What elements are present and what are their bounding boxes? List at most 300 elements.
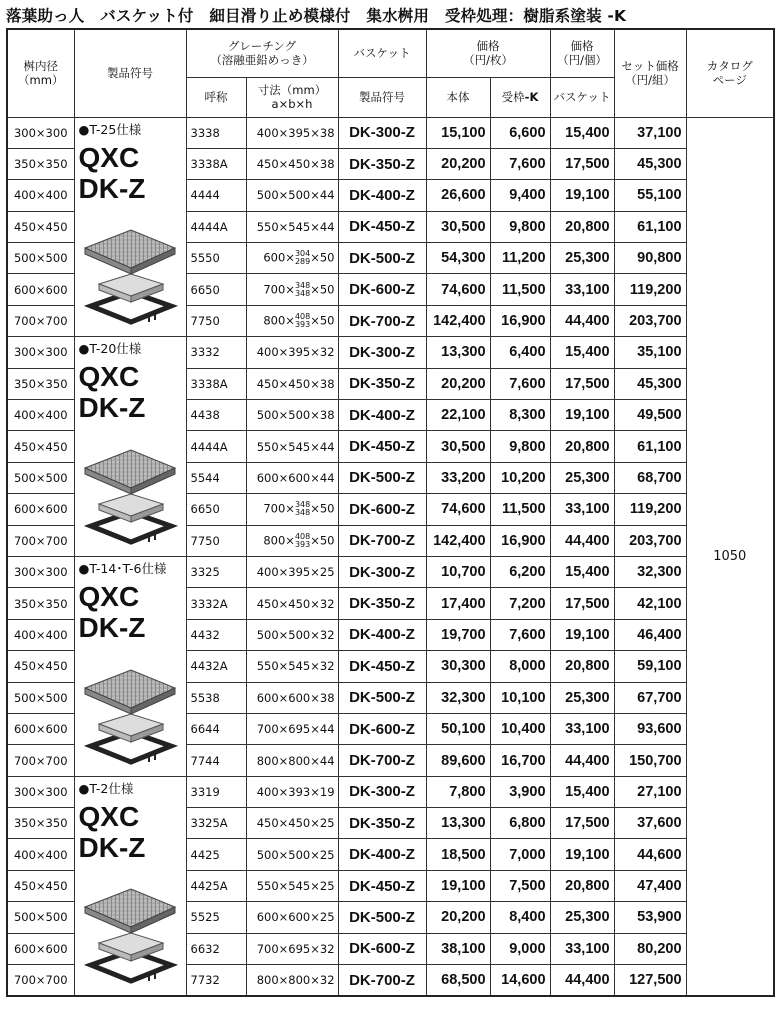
nominal-cell: 3338A — [186, 148, 246, 179]
product-series-qxc: QXC — [78, 580, 140, 612]
dimension-cell: 600×600×44 — [246, 462, 338, 493]
dimension-cell — [246, 494, 338, 525]
dimension-cell: 400×395×38 — [246, 117, 338, 148]
dimension-cell — [246, 525, 338, 556]
inner-size-cell: 400×400 — [7, 400, 74, 431]
dimension-b-fraction — [295, 533, 310, 549]
header-body: 本体 — [426, 77, 490, 117]
set-price-cell: 119,200 — [614, 274, 686, 305]
header-inner-size-unit: （mm） — [18, 73, 64, 88]
basket-code-cell: DK-500-Z — [338, 682, 426, 713]
set-price-cell: 49,500 — [614, 400, 686, 431]
header-price-sheet-unit: （円/枚） — [463, 53, 513, 68]
dimension-b-bottom: 348 — [294, 288, 311, 298]
nominal-cell: 3332 — [186, 337, 246, 368]
header-basket-price: バスケット — [550, 77, 614, 117]
dimension-h: ×50 — [310, 282, 335, 297]
dimension-cell: 500×500×32 — [246, 619, 338, 650]
product-series-dkz: DK-Z — [78, 392, 146, 424]
nominal-cell: 7750 — [186, 305, 246, 336]
product-series-qxc: QXC — [78, 361, 140, 393]
body-price-cell: 15,100 — [426, 117, 490, 148]
dimension-cell: 800×800×32 — [246, 965, 338, 996]
nominal-cell: 4438 — [186, 400, 246, 431]
dimension-b-top: 348 — [294, 280, 311, 290]
inner-size-cell: 700×700 — [7, 965, 74, 996]
inner-size-cell: 700×700 — [7, 525, 74, 556]
header-frame-label: 受枠 — [501, 90, 525, 104]
frame-price-cell: 16,700 — [490, 745, 550, 776]
body-price-cell: 30,500 — [426, 431, 490, 462]
body-price-cell: 7,800 — [426, 776, 490, 807]
body-price-cell: 30,300 — [426, 651, 490, 682]
frame-price-cell: 9,800 — [490, 431, 550, 462]
body-price-cell: 142,400 — [426, 525, 490, 556]
body-price-cell: 30,500 — [426, 211, 490, 242]
basket-code-cell: DK-700-Z — [338, 965, 426, 996]
set-price-cell: 45,300 — [614, 368, 686, 399]
dimension-b-fraction — [295, 501, 310, 517]
header-inner-size-label: 桝内径 — [23, 59, 58, 74]
header-set-price-label: セット価格 — [621, 59, 679, 74]
inner-size-cell: 300×300 — [7, 117, 74, 148]
inner-size-cell: 350×350 — [7, 148, 74, 179]
dimension-cell: 500×500×38 — [246, 400, 338, 431]
dimension-cell: 550×545×44 — [246, 431, 338, 462]
frame-price-cell: 6,600 — [490, 117, 550, 148]
set-price-cell: 61,100 — [614, 211, 686, 242]
nominal-cell: 6650 — [186, 274, 246, 305]
set-price-cell: 46,400 — [614, 619, 686, 650]
body-price-cell: 20,200 — [426, 902, 490, 933]
header-price-piece-label: 価格 — [570, 39, 594, 54]
dimension-cell: 500×500×44 — [246, 180, 338, 211]
set-price-cell: 45,300 — [614, 148, 686, 179]
set-price-cell: 42,100 — [614, 588, 686, 619]
basket-price-cell: 15,400 — [550, 776, 614, 807]
dimension-cell: 450×450×38 — [246, 148, 338, 179]
inner-size-cell: 400×400 — [7, 619, 74, 650]
grating-basket-illustration — [79, 222, 179, 334]
basket-code-cell: DK-400-Z — [338, 180, 426, 211]
basket-code-cell: DK-500-Z — [338, 243, 426, 274]
basket-code-cell: DK-450-Z — [338, 870, 426, 901]
basket-price-cell: 17,500 — [550, 588, 614, 619]
header-frame — [490, 77, 550, 117]
product-series-dkz: DK-Z — [78, 611, 146, 643]
nominal-cell: 3319 — [186, 776, 246, 807]
basket-price-cell: 25,300 — [550, 462, 614, 493]
frame-price-cell: 16,900 — [490, 305, 550, 336]
dimension-cell: 450×450×32 — [246, 588, 338, 619]
set-price-cell: 68,700 — [614, 462, 686, 493]
inner-size-cell: 600×600 — [7, 933, 74, 964]
basket-code-cell: DK-350-Z — [338, 588, 426, 619]
header-price-piece-unit: （円/個） — [557, 53, 607, 68]
frame-price-cell: 11,200 — [490, 243, 550, 274]
basket-code-cell: DK-300-Z — [338, 117, 426, 148]
table-row — [7, 556, 774, 587]
spec-label: ●T-2仕様 — [78, 780, 134, 796]
grating-basket-illustration — [79, 442, 179, 554]
basket-price-cell: 33,100 — [550, 713, 614, 744]
nominal-cell: 3332A — [186, 588, 246, 619]
nominal-cell: 4444 — [186, 180, 246, 211]
frame-price-cell: 7,600 — [490, 148, 550, 179]
dimension-a: 800× — [263, 313, 295, 328]
dimension-b-top: 348 — [294, 500, 311, 510]
basket-price-cell: 17,500 — [550, 148, 614, 179]
basket-price-cell: 19,100 — [550, 180, 614, 211]
inner-size-cell: 700×700 — [7, 305, 74, 336]
basket-code-cell: DK-300-Z — [338, 776, 426, 807]
set-price-cell: 59,100 — [614, 651, 686, 682]
frame-price-cell: 7,500 — [490, 870, 550, 901]
body-price-cell: 74,600 — [426, 494, 490, 525]
set-price-cell: 90,800 — [614, 243, 686, 274]
basket-code-cell: DK-300-Z — [338, 556, 426, 587]
nominal-cell: 3325A — [186, 808, 246, 839]
nominal-cell: 6650 — [186, 494, 246, 525]
basket-code-cell: DK-450-Z — [338, 431, 426, 462]
set-price-cell: 37,600 — [614, 808, 686, 839]
basket-price-cell: 25,300 — [550, 902, 614, 933]
nominal-cell: 7744 — [186, 745, 246, 776]
product-series-qxc: QXC — [78, 141, 140, 173]
basket-code-cell: DK-400-Z — [338, 619, 426, 650]
basket-price-cell: 33,100 — [550, 494, 614, 525]
header-dimension — [246, 77, 338, 117]
product-code-cell — [74, 337, 186, 557]
dimension-cell — [246, 274, 338, 305]
body-price-cell: 54,300 — [426, 243, 490, 274]
basket-code-cell: DK-350-Z — [338, 148, 426, 179]
inner-size-cell: 350×350 — [7, 368, 74, 399]
header-basket: バスケット — [338, 29, 426, 77]
set-price-cell: 61,100 — [614, 431, 686, 462]
spec-label: ●T-20仕様 — [78, 341, 142, 357]
nominal-cell: 6644 — [186, 713, 246, 744]
body-price-cell: 22,100 — [426, 400, 490, 431]
basket-code-cell: DK-300-Z — [338, 337, 426, 368]
dimension-cell: 400×393×19 — [246, 776, 338, 807]
frame-price-cell: 11,500 — [490, 274, 550, 305]
set-price-cell: 127,500 — [614, 965, 686, 996]
body-price-cell: 19,100 — [426, 870, 490, 901]
basket-code-cell: DK-500-Z — [338, 902, 426, 933]
dimension-h: ×50 — [310, 250, 335, 265]
header-set-price — [614, 29, 686, 117]
basket-price-cell: 25,300 — [550, 682, 614, 713]
header-price-piece — [550, 29, 614, 77]
basket-price-cell: 17,500 — [550, 368, 614, 399]
basket-price-cell: 20,800 — [550, 651, 614, 682]
body-price-cell: 68,500 — [426, 965, 490, 996]
grating-basket-illustration — [79, 662, 179, 774]
nominal-cell: 6632 — [186, 933, 246, 964]
catalog-page-cell: 1050 — [686, 117, 774, 996]
header-inner-size — [7, 29, 74, 117]
inner-size-cell: 600×600 — [7, 713, 74, 744]
dimension-b-fraction — [295, 282, 310, 298]
product-code-cell — [74, 556, 186, 776]
dimension-cell: 550×545×32 — [246, 651, 338, 682]
dimension-cell: 500×500×25 — [246, 839, 338, 870]
basket-code-cell: DK-600-Z — [338, 713, 426, 744]
nominal-cell: 3338A — [186, 368, 246, 399]
basket-code-cell: DK-600-Z — [338, 494, 426, 525]
frame-price-cell: 7,600 — [490, 368, 550, 399]
set-price-cell: 80,200 — [614, 933, 686, 964]
table-body — [7, 117, 774, 996]
nominal-cell: 4432 — [186, 619, 246, 650]
header-catalog-page: ページ — [712, 73, 747, 88]
inner-size-cell: 600×600 — [7, 274, 74, 305]
nominal-cell: 4432A — [186, 651, 246, 682]
basket-code-cell: DK-350-Z — [338, 808, 426, 839]
basket-price-cell: 17,500 — [550, 808, 614, 839]
spec-label: ●T-25仕様 — [78, 121, 142, 137]
set-price-cell: 44,600 — [614, 839, 686, 870]
inner-size-cell: 500×500 — [7, 902, 74, 933]
nominal-cell: 5525 — [186, 902, 246, 933]
frame-price-cell: 8,400 — [490, 902, 550, 933]
basket-price-cell: 15,400 — [550, 117, 614, 148]
basket-code-cell: DK-350-Z — [338, 368, 426, 399]
dimension-a: 700× — [263, 501, 295, 516]
set-price-cell: 67,700 — [614, 682, 686, 713]
dimension-cell: 400×395×25 — [246, 556, 338, 587]
dimension-cell: 450×450×38 — [246, 368, 338, 399]
basket-code-cell: DK-450-Z — [338, 211, 426, 242]
basket-price-cell: 44,400 — [550, 305, 614, 336]
basket-code-cell: DK-700-Z — [338, 745, 426, 776]
dimension-b-fraction — [295, 250, 310, 266]
basket-price-cell: 25,300 — [550, 243, 614, 274]
dimension-cell: 700×695×32 — [246, 933, 338, 964]
set-price-cell: 35,100 — [614, 337, 686, 368]
inner-size-cell: 300×300 — [7, 556, 74, 587]
body-price-cell: 13,300 — [426, 808, 490, 839]
body-price-cell: 50,100 — [426, 713, 490, 744]
header-set-price-unit: （円/組） — [625, 73, 675, 88]
product-code-cell — [74, 117, 186, 337]
nominal-cell: 4425 — [186, 839, 246, 870]
frame-price-cell: 10,200 — [490, 462, 550, 493]
dimension-b-top: 408 — [294, 312, 311, 322]
header-catalog-label: カタログ — [706, 59, 753, 74]
nominal-cell: 5538 — [186, 682, 246, 713]
inner-size-cell: 350×350 — [7, 808, 74, 839]
product-series-dkz: DK-Z — [78, 172, 146, 204]
basket-price-cell: 44,400 — [550, 745, 614, 776]
frame-price-cell: 16,900 — [490, 525, 550, 556]
header-price-sheet — [426, 29, 550, 77]
body-price-cell: 142,400 — [426, 305, 490, 336]
frame-price-cell: 3,900 — [490, 776, 550, 807]
set-price-cell: 32,300 — [614, 556, 686, 587]
header-nominal: 呼称 — [186, 77, 246, 117]
frame-price-cell: 9,800 — [490, 211, 550, 242]
dimension-cell: 400×395×32 — [246, 337, 338, 368]
dimension-b-bottom: 289 — [294, 257, 311, 267]
set-price-cell: 203,700 — [614, 305, 686, 336]
basket-price-cell: 20,800 — [550, 211, 614, 242]
basket-code-cell: DK-450-Z — [338, 651, 426, 682]
inner-size-cell: 300×300 — [7, 337, 74, 368]
frame-price-cell: 10,400 — [490, 713, 550, 744]
basket-code-cell: DK-700-Z — [338, 305, 426, 336]
spec-label: ●T-14･T-6仕様 — [78, 560, 167, 576]
frame-price-cell: 7,600 — [490, 619, 550, 650]
body-price-cell: 74,600 — [426, 274, 490, 305]
frame-price-cell: 7,000 — [490, 839, 550, 870]
body-price-cell: 10,700 — [426, 556, 490, 587]
frame-price-cell: 6,800 — [490, 808, 550, 839]
body-price-cell: 17,400 — [426, 588, 490, 619]
header-basket-code: 製品符号 — [338, 77, 426, 117]
dimension-a: 700× — [263, 282, 295, 297]
price-table-container — [6, 28, 773, 997]
body-price-cell: 19,700 — [426, 619, 490, 650]
header-grating — [186, 29, 338, 77]
set-price-cell: 55,100 — [614, 180, 686, 211]
price-table — [6, 28, 775, 997]
set-price-cell: 27,100 — [614, 776, 686, 807]
set-price-cell: 37,100 — [614, 117, 686, 148]
basket-price-cell: 44,400 — [550, 965, 614, 996]
nominal-cell: 3325 — [186, 556, 246, 587]
header-dimension-label: 寸法（mm） — [257, 83, 327, 97]
product-series-qxc: QXC — [78, 800, 140, 832]
inner-size-cell: 400×400 — [7, 839, 74, 870]
basket-code-cell: DK-400-Z — [338, 839, 426, 870]
nominal-cell: 7732 — [186, 965, 246, 996]
frame-price-cell: 11,500 — [490, 494, 550, 525]
dimension-b-bottom: 348 — [294, 508, 311, 518]
frame-price-cell: 6,400 — [490, 337, 550, 368]
dimension-a: 800× — [263, 533, 295, 548]
frame-price-cell: 14,600 — [490, 965, 550, 996]
dimension-h: ×50 — [310, 501, 335, 516]
dimension-h: ×50 — [310, 313, 335, 328]
body-price-cell: 13,300 — [426, 337, 490, 368]
basket-code-cell: DK-700-Z — [338, 525, 426, 556]
header-frame-k: -K — [524, 90, 539, 104]
dimension-cell: 700×695×44 — [246, 713, 338, 744]
basket-price-cell: 20,800 — [550, 431, 614, 462]
dimension-cell: 550×545×25 — [246, 870, 338, 901]
nominal-cell: 7750 — [186, 525, 246, 556]
dimension-b-top: 304 — [294, 249, 311, 259]
body-price-cell: 20,200 — [426, 148, 490, 179]
basket-code-cell: DK-600-Z — [338, 933, 426, 964]
inner-size-cell: 600×600 — [7, 494, 74, 525]
inner-size-cell: 350×350 — [7, 588, 74, 619]
header-price-sheet-label: 価格 — [476, 39, 500, 54]
basket-price-cell: 20,800 — [550, 870, 614, 901]
dimension-cell: 450×450×25 — [246, 808, 338, 839]
inner-size-cell: 400×400 — [7, 180, 74, 211]
frame-price-cell: 8,000 — [490, 651, 550, 682]
nominal-cell: 3338 — [186, 117, 246, 148]
basket-price-cell: 19,100 — [550, 400, 614, 431]
body-price-cell: 89,600 — [426, 745, 490, 776]
dimension-h: ×50 — [310, 533, 335, 548]
frame-price-cell: 6,200 — [490, 556, 550, 587]
dimension-b-fraction — [295, 313, 310, 329]
dimension-cell — [246, 305, 338, 336]
inner-size-cell: 450×450 — [7, 651, 74, 682]
dimension-cell: 800×800×44 — [246, 745, 338, 776]
basket-price-cell: 15,400 — [550, 556, 614, 587]
set-price-cell: 119,200 — [614, 494, 686, 525]
inner-size-cell: 450×450 — [7, 870, 74, 901]
dimension-cell — [246, 243, 338, 274]
dimension-cell: 600×600×25 — [246, 902, 338, 933]
nominal-cell: 4425A — [186, 870, 246, 901]
inner-size-cell: 500×500 — [7, 682, 74, 713]
dimension-a: 600× — [263, 250, 295, 265]
inner-size-cell: 300×300 — [7, 776, 74, 807]
basket-price-cell: 33,100 — [550, 274, 614, 305]
header-product-code: 製品符号 — [74, 29, 186, 117]
basket-code-cell: DK-400-Z — [338, 400, 426, 431]
body-price-cell: 32,300 — [426, 682, 490, 713]
body-price-cell: 33,200 — [426, 462, 490, 493]
inner-size-cell: 450×450 — [7, 431, 74, 462]
basket-price-cell: 19,100 — [550, 839, 614, 870]
table-row — [7, 117, 774, 148]
table-row — [7, 776, 774, 807]
set-price-cell: 93,600 — [614, 713, 686, 744]
product-series-dkz: DK-Z — [78, 831, 146, 863]
body-price-cell: 38,100 — [426, 933, 490, 964]
inner-size-cell: 500×500 — [7, 243, 74, 274]
inner-size-cell: 700×700 — [7, 745, 74, 776]
dimension-b-bottom: 393 — [294, 320, 311, 330]
basket-price-cell: 33,100 — [550, 933, 614, 964]
basket-code-cell: DK-600-Z — [338, 274, 426, 305]
body-price-cell: 18,500 — [426, 839, 490, 870]
frame-price-cell: 10,100 — [490, 682, 550, 713]
nominal-cell: 4444A — [186, 431, 246, 462]
basket-price-cell: 44,400 — [550, 525, 614, 556]
page-title: 落葉助っ人 バスケット付 細目滑り止め模様付 集水桝用 受枠処理：樹脂系塗装 -K — [6, 7, 627, 25]
frame-price-cell: 9,400 — [490, 180, 550, 211]
frame-price-cell: 7,200 — [490, 588, 550, 619]
frame-price-cell: 9,000 — [490, 933, 550, 964]
basket-price-cell: 15,400 — [550, 337, 614, 368]
header-catalog — [686, 29, 774, 117]
set-price-cell: 203,700 — [614, 525, 686, 556]
body-price-cell: 20,200 — [426, 368, 490, 399]
nominal-cell: 4444A — [186, 211, 246, 242]
inner-size-cell: 500×500 — [7, 462, 74, 493]
dimension-b-bottom: 393 — [294, 539, 311, 549]
set-price-cell: 150,700 — [614, 745, 686, 776]
dimension-cell: 600×600×38 — [246, 682, 338, 713]
basket-code-cell: DK-500-Z — [338, 462, 426, 493]
dimension-cell: 550×545×44 — [246, 211, 338, 242]
header-grating-sub: （溶融亜鉛めっき） — [210, 53, 314, 68]
table-row — [7, 337, 774, 368]
grating-basket-illustration — [79, 881, 179, 993]
basket-price-cell: 19,100 — [550, 619, 614, 650]
body-price-cell: 26,600 — [426, 180, 490, 211]
header-grating-label: グレーチング — [227, 39, 297, 54]
header-dimension-sub: a×b×h — [271, 97, 313, 111]
